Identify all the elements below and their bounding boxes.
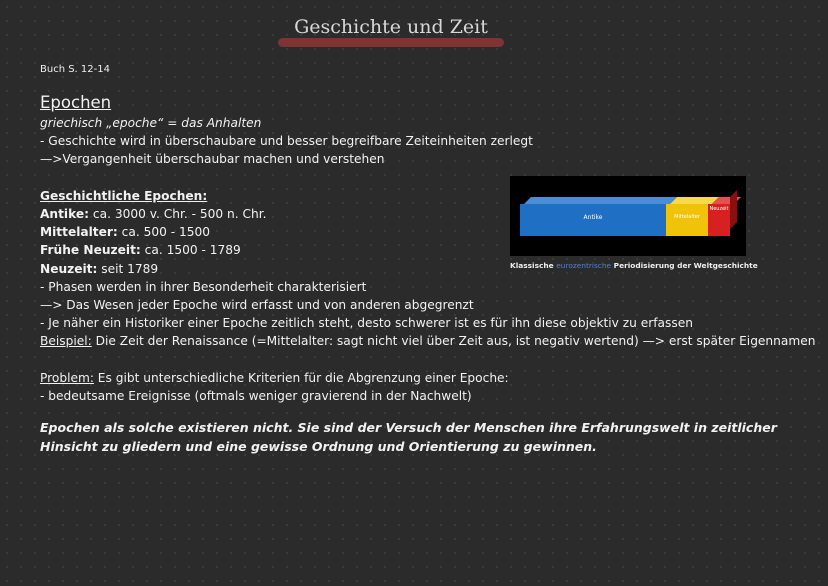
periodization-figure <box>510 176 746 256</box>
neuzeit-label: Neuzeit <box>709 206 729 212</box>
epoch-name: Mittelalter: <box>40 225 118 240</box>
intro-line: - Geschichte wird in überschaubare und besser begreifbare Zeiteinheiten zerlegt <box>40 134 533 149</box>
intro-line: —>Vergangenheit überschaubar machen und verstehen <box>40 152 385 167</box>
caption-pre: Klassische <box>510 261 557 270</box>
epoch-range: ca. 3000 v. Chr. - 500 n. Chr. <box>89 207 267 221</box>
conclusion: Epochen als solche existieren nicht. Sie sind der Versuch der Menschen ihre Erfahrungswelt in zeitlicher Hinsicht zu gliedern und eine gewisse Ordnung und Orientierung zu gewinnen. <box>40 420 777 455</box>
problem-detail: - bedeutsame Ereignisse (oftmals weniger gravierend in der Nachwelt) <box>40 389 472 404</box>
definition-line: griechisch „epoche“ = das Anhalten <box>40 116 262 130</box>
problem-line <box>40 369 820 387</box>
example-text: Die Zeit der Renaissance (=Mittelalter: sagt nicht viel über Zeit aus, ist negativ wertend) —> erst später Eigennamen <box>91 334 816 349</box>
example-line <box>40 332 820 350</box>
problem-text: Es gibt unterschiedliche Kriterien für die Abgrenzung einer Epoche: <box>93 370 509 385</box>
caption-highlight: eurozentrische <box>556 261 612 270</box>
problem-label: Problem: <box>40 370 94 385</box>
mittelalter-bar <box>666 204 708 236</box>
spacer <box>40 351 820 369</box>
notes-content <box>40 92 820 456</box>
epoch-name: Neuzeit: <box>40 261 98 276</box>
phase-line: —> Das Wesen jeder Epoche wird erfasst und von anderen abgegrenzt <box>40 298 474 313</box>
mittelalter-label: Mittelalter <box>674 214 700 220</box>
book-reference: Buch S. 12-14 <box>40 64 110 75</box>
epoch-name: Frühe Neuzeit: <box>40 243 141 258</box>
phase-line: - Phasen werden in ihrer Besonderheit charakterisiert <box>40 279 367 294</box>
page-title: Geschichte und Zeit <box>294 16 488 38</box>
epoch-range: ca. 1500 - 1789 <box>140 243 241 258</box>
neuzeit-bar-side <box>730 190 737 229</box>
antike-label: Antike <box>583 214 603 221</box>
epoch-range: seit 1789 <box>97 261 159 276</box>
example-label: Beispiel: <box>40 334 92 349</box>
section-heading: Epochen <box>40 93 112 112</box>
epochs-heading: Geschichtliche Epochen: <box>40 188 208 203</box>
title-highlight-bar <box>278 38 504 47</box>
epoch-name: Antike: <box>40 207 90 221</box>
antike-bar-top <box>524 197 677 204</box>
figure-caption <box>510 261 758 270</box>
caption-post: Periodisierung der Weltgeschichte <box>611 261 758 270</box>
title-area <box>276 14 506 48</box>
spacer <box>40 405 820 418</box>
phase-line: - Je näher ein Historiker einer Epoche zeitlich steht, desto schwerer ist es für ihn diese objektiv zu erfassen <box>40 316 693 331</box>
epoch-range: ca. 500 - 1500 <box>117 225 210 240</box>
